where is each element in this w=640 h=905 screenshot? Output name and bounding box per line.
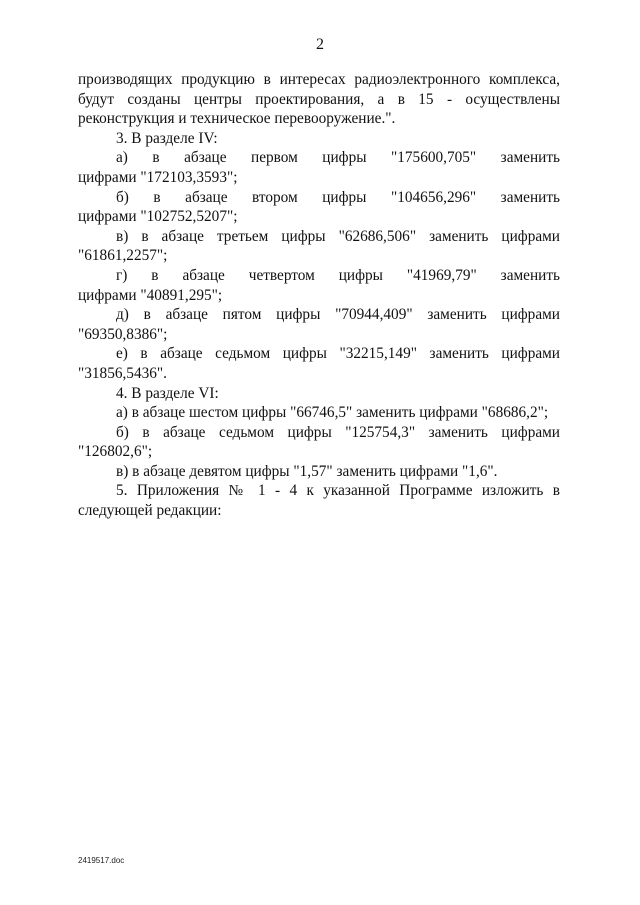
section-3-item-v-line-2: "61861,2257"; <box>78 247 168 265</box>
page-number: 2 <box>316 36 324 53</box>
section-3-heading: 3. В разделе IV: <box>116 129 218 147</box>
section-3-item-b-line-1: б) в абзаце втором цифры "104656,296" заменить <box>116 188 560 206</box>
section-3-item-g-line-1: г) в абзаце четвертом цифры "41969,79" заменить <box>116 266 560 284</box>
section-3-item-g-line-2: цифрами "40891,295"; <box>78 286 223 304</box>
section-4-heading: 4. В разделе VI: <box>116 384 219 402</box>
section-3-item-e-line-2: "31856,5436". <box>78 364 167 382</box>
intro-line-3: реконструкция и техническое перевооружение.". <box>78 110 396 128</box>
section-4-item-a: а) в абзаце шестом цифры "66746,5" заменить цифрами "68686,2"; <box>116 404 549 422</box>
section-3-item-a-line-1: а) в абзаце первом цифры "175600,705" заменить <box>116 149 560 167</box>
section-4-item-v: в) в абзаце девятом цифры "1,57" заменить цифрами "1,6". <box>116 462 498 480</box>
footer-filename: 2419517.doc <box>78 856 125 865</box>
intro-line-2: будут созданы центры проектирования, а в 15 - осуществлены <box>78 90 560 108</box>
section-5-line-2: следующей редакции: <box>78 502 222 520</box>
document-body <box>78 70 560 521</box>
section-4-item-b: б) в абзаце седьмом цифры "125754,3" заменить цифрами "126802,6"; <box>78 423 560 461</box>
section-5-line-1: 5. Приложения № 1 - 4 к указанной Программе изложить в <box>116 482 560 500</box>
section-3-item-v-line-1: в) в абзаце третьем цифры "62686,506" заменить цифрами <box>116 227 560 245</box>
section-3-item-d-line-2: "69350,8386"; <box>78 325 168 343</box>
section-3-item-e-line-1: е) в абзаце седьмом цифры "32215,149" заменить цифрами <box>116 345 560 363</box>
section-3-item-a-line-2: цифрами "172103,3593"; <box>78 168 238 186</box>
section-3-item-b-line-2: цифрами "102752,5207"; <box>78 208 238 226</box>
section-3-item-d-line-1: д) в абзаце пятом цифры "70944,409" заменить цифрами <box>116 306 560 324</box>
intro-line-1: производящих продукцию в интересах радиоэлектронного комплекса, <box>78 71 560 88</box>
